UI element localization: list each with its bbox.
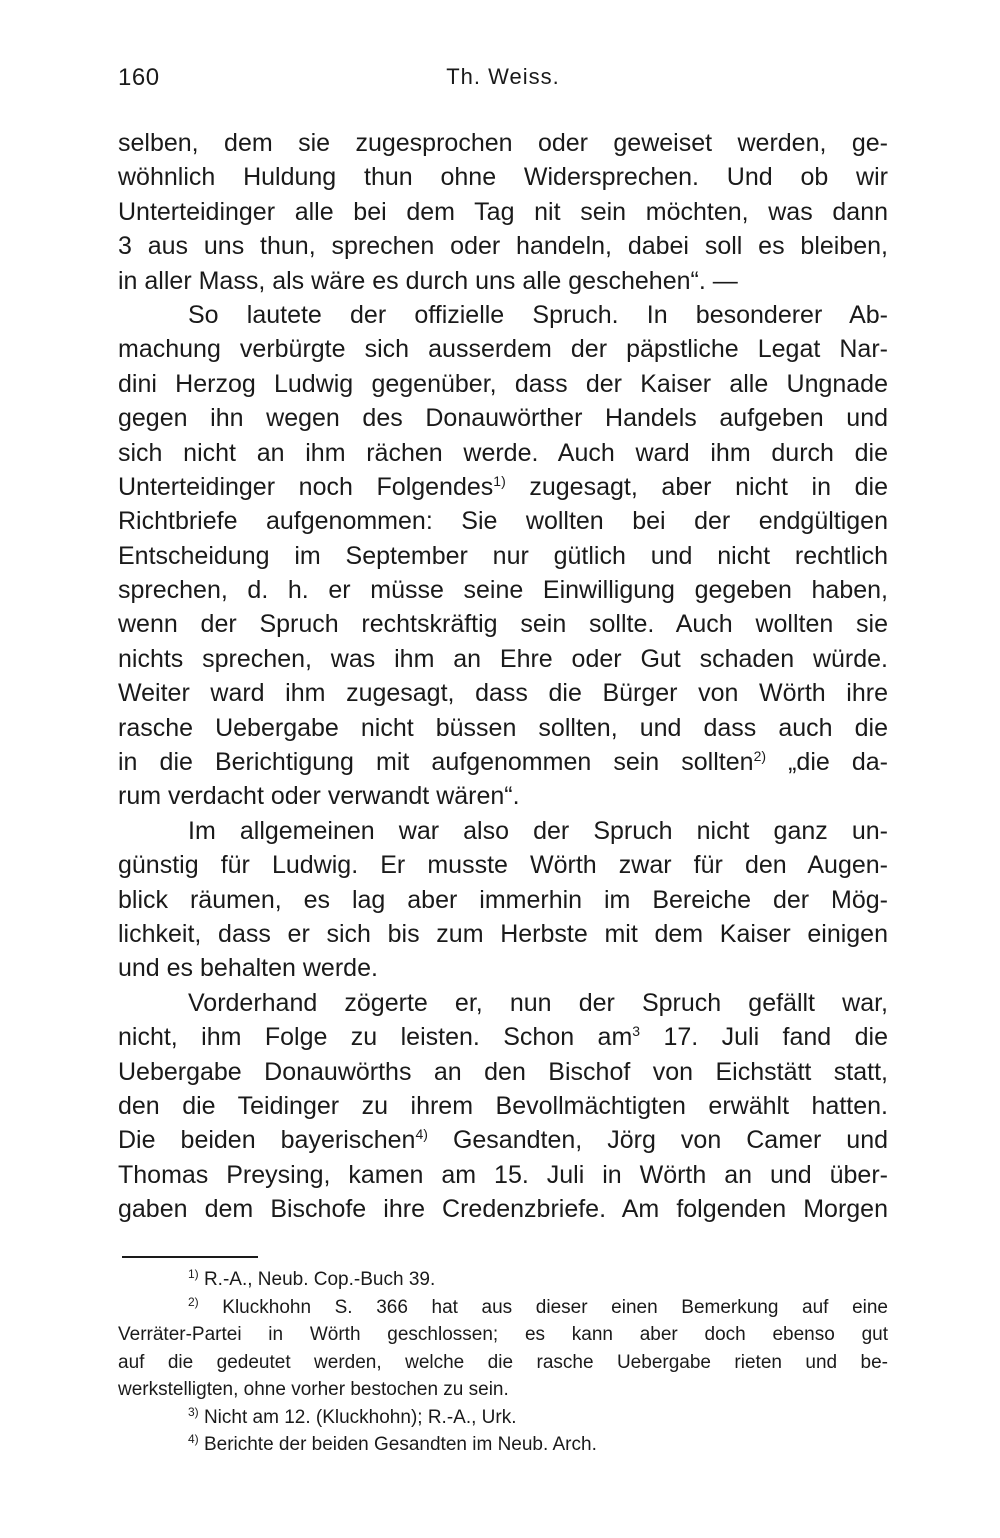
text-segment: Unterteidinger noch Folgendes — [118, 472, 494, 501]
footnote-line: auf die gedeutet werden, welche die rasche Uebergabe rieten und be- — [118, 1351, 888, 1373]
running-head: Th. Weiss. — [446, 64, 560, 89]
footnote-ref: 2) — [753, 748, 767, 765]
text-line: Entscheidung im September nur gütlich und nicht rechtlich — [118, 541, 888, 570]
text-line: sprechen, d. h. er müsse seine Einwilligung gegeben haben, — [118, 576, 888, 605]
footnote-divider — [122, 1256, 258, 1258]
footnote-mark: 1) — [188, 1267, 199, 1281]
text-line: 3 aus uns thun, sprechen oder handeln, dabei soll es bleiben, — [118, 232, 888, 261]
text-segment: in die Berichtigung mit aufgenommen sein sollten — [118, 748, 754, 777]
text-line: den die Teidinger zu ihrem Bevollmächtigten erwählt hatten. — [118, 1091, 888, 1120]
text-line: gegen ihn wegen des Donauwörther Handels aufgeben und — [118, 404, 888, 433]
text-line: in aller Mass, als wäre es durch uns alle geschehen“. — — [118, 266, 738, 295]
text-segment: „die da- — [766, 748, 888, 777]
text-line — [118, 745, 888, 779]
footnote-text: R.-A., Neub. Cop.-Buch 39. — [198, 1269, 436, 1290]
text-line: Vorderhand zögerte er, nun der Spruch gefällt war, — [188, 988, 888, 1017]
footnote-ref: 4) — [415, 1126, 428, 1143]
footnote-ref: 3 — [632, 1023, 641, 1040]
footnote-text: Berichte der beiden Gesandten im Neub. Arch. — [198, 1434, 597, 1455]
text-line: So lautete der offizielle Spruch. In besonderer Ab- — [188, 300, 888, 329]
footnote-mark: 4) — [188, 1432, 199, 1446]
text-line: rum verdacht oder verwandt wären“. — [118, 782, 520, 811]
text-line: Uebergabe Donauwörths an den Bischof von Eichstätt statt, — [118, 1057, 888, 1086]
text-line: lichkeit, dass er sich bis zum Herbste mit dem Kaiser einigen — [118, 919, 888, 948]
text-line — [118, 1020, 888, 1054]
text-line: nichts sprechen, was ihm an Ehre oder Gut schaden würde. — [118, 644, 888, 673]
footnote-ref: 1) — [493, 472, 506, 489]
text-line: Unterteidinger alle bei dem Tag nit sein möchten, was dann — [118, 197, 888, 226]
footnote-mark: 3) — [188, 1404, 199, 1419]
text-segment: nicht, ihm Folge zu leisten. Schon am — [118, 1023, 633, 1052]
text-segment: zugesagt, aber nicht in die — [505, 472, 888, 501]
text-line — [118, 470, 888, 504]
text-line: Im allgemeinen war also der Spruch nicht ganz un- — [188, 816, 888, 845]
text-line: wenn der Spruch rechtskräftig sein sollte. Auch wollten sie — [118, 610, 888, 639]
text-line: günstig für Ludwig. Er musste Wörth zwar für den Augen- — [118, 851, 888, 880]
text-line: machung verbürgte sich ausserdem der päpstliche Legat Nar- — [118, 335, 888, 364]
footnote-text: Nicht am 12. (Kluckhohn); R.-A., Urk. — [198, 1406, 517, 1428]
text-line: gaben dem Bischofe ihre Credenzbriefe. Am folgenden Morgen — [118, 1195, 888, 1224]
footnote-text: Kluckhohn S. 366 hat aus dieser einen Bemerkung auf eine — [198, 1296, 888, 1318]
page-header — [118, 64, 888, 100]
text-line: rasche Uebergabe nicht büssen sollten, und dass auch die — [118, 713, 888, 742]
text-line: Weiter ward ihm zugesagt, dass die Bürger von Wörth ihre — [118, 679, 888, 708]
text-line: und es behalten werde. — [118, 954, 378, 983]
body-text — [118, 126, 888, 1227]
footnote — [118, 1266, 888, 1294]
text-line: blick räumen, es lag aber immerhin im Bereiche der Mög- — [118, 885, 888, 914]
text-segment: Die beiden bayerischen — [118, 1126, 416, 1155]
footnote — [118, 1404, 888, 1432]
footnote — [118, 1431, 888, 1459]
text-segment: Gesandten, Jörg von Camer und — [427, 1126, 889, 1155]
text-line — [118, 1123, 888, 1157]
text-line: Richtbriefe aufgenommen: Sie wollten bei der endgültigen — [118, 507, 888, 536]
text-line: wöhnlich Huldung thun ohne Widersprechen. Und ob wir — [118, 163, 888, 192]
text-line: Thomas Preysing, kamen am 15. Juli in Wörth an und über- — [118, 1160, 888, 1189]
footnotes — [118, 1266, 888, 1459]
page-number: 160 — [118, 64, 160, 91]
text-line: dini Herzog Ludwig gegenüber, dass der Kaiser alle Ungnade — [118, 369, 888, 398]
text-line: selben, dem sie zugesprochen oder geweiset werden, ge- — [118, 129, 888, 157]
text-segment: 17. Juli fand die — [640, 1023, 888, 1052]
footnote-line: Verräter-Partei in Wörth geschlossen; es kann aber doch ebenso gut — [118, 1324, 888, 1345]
footnote-line: werkstelligten, ohne vorher bestochen zu sein. — [118, 1379, 509, 1400]
text-line: sich nicht an ihm rächen werde. Auch ward ihm durch die — [118, 438, 888, 467]
footnote — [118, 1294, 888, 1322]
footnote-mark: 2) — [188, 1294, 199, 1309]
